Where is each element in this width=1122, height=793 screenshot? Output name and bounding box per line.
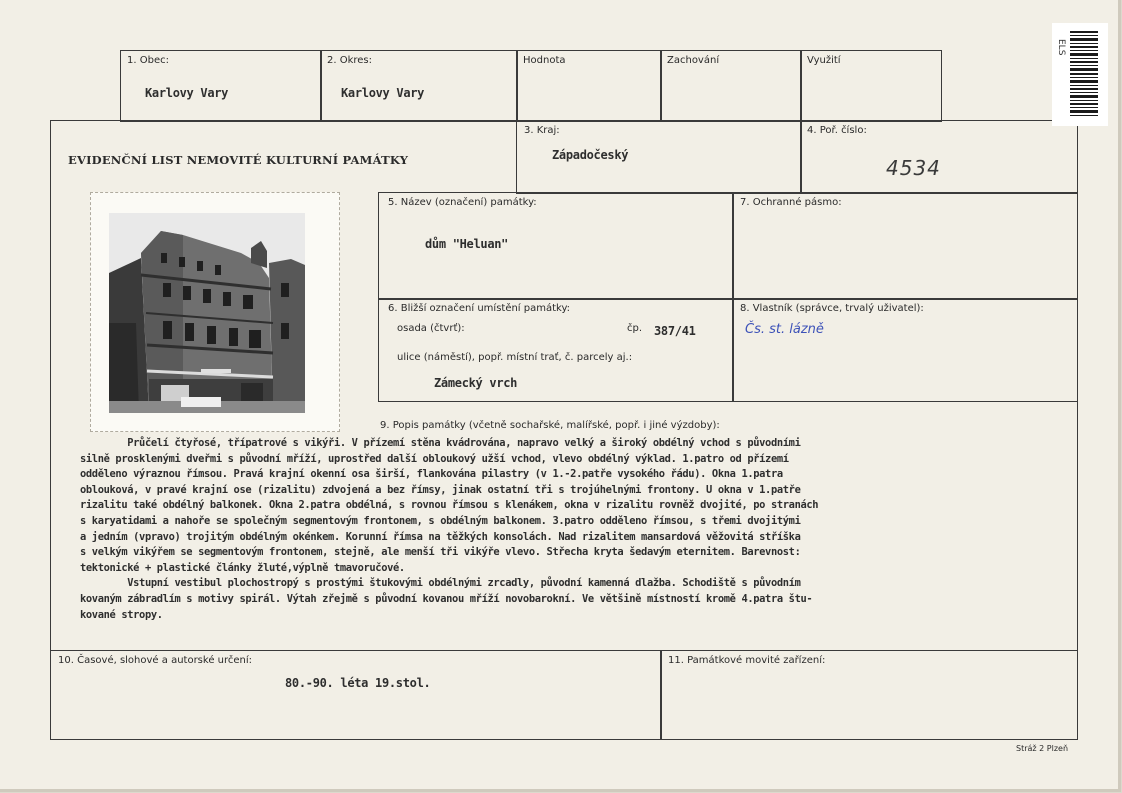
vyuziti-label: Využití <box>807 55 841 66</box>
kraj-value: Západočeský <box>552 148 629 162</box>
vlastnik-value: Čs. st. lázně <box>745 322 824 337</box>
popis-line: silně prosklenými dveřmi s původní mříží, uprostřed další obloukový užší vchod, vlevo obdélný výklad. 1.patro od přízemí <box>80 452 789 465</box>
vlastnik-label: 8. Vlastník (správce, trvalý uživatel): <box>740 303 924 314</box>
nazev-value: dům "Heluan" <box>425 237 509 251</box>
popis-line: kovaným zábradlím s motivy spirál. Výtah zřejmě s původní kovanou mříží novobarokní. Ve většině místností kromě 4.patra štu- <box>80 592 813 605</box>
ochranne-pasmo-label: 7. Ochranné pásmo: <box>740 197 842 208</box>
por-cislo-label: 4. Poř. číslo: <box>807 125 867 136</box>
side-tag: ELS <box>1056 39 1066 56</box>
osada-label: osada (čtvrť): <box>397 323 465 334</box>
printer-note: Stráž 2 Plzeň <box>1016 744 1069 753</box>
popis-line: tektonické + plastické články žluté,výplně tmavoručové. <box>80 561 405 574</box>
umisteni-label: 6. Bližší označení umístění památky: <box>388 303 571 314</box>
popis-line: oblouková, v pravé krajní ose (rizalitu) zdvojená a bez římsy, jinak ostatní tři s trojúhelnými frontony. U okna v 1.patře <box>80 483 801 496</box>
popis-line: Průčelí čtyřosé, třípatrové s vikýři. V přízemí stěna kvádrována, napravo velký a široký obdélný vchod s původními <box>80 437 801 449</box>
popis-line: s velkým vikýřem se segmentovým frontonem, stejně, ale menší tři vikýře vlevo. Střecha kryta šedavým eternitem. Barevnost: <box>80 546 801 559</box>
popis-line: Vstupní vestibul plochostropý s prostými štukovými obdélnými zrcadly, původní kamenná dlažba. Schodiště s původním <box>80 577 801 590</box>
obec-label: 1. Obec: <box>127 55 169 66</box>
popis-text <box>80 436 1080 623</box>
popis-line: odděleno výraznou římsou. Pravá krajní okenní osa širší, flankována pilastry (v 1.-2.patře vysokého řádu). Okna 1.patra <box>80 468 783 481</box>
movite-label: 11. Památkové movité zařízení: <box>668 655 826 666</box>
cp-value: 387/41 <box>654 324 696 338</box>
building-photo <box>91 193 339 431</box>
ochranne-pasmo-cell <box>732 192 1078 300</box>
popis-line: kované stropy. <box>80 608 163 621</box>
hodnota-label: Hodnota <box>523 55 566 66</box>
photo-frame <box>90 192 340 432</box>
ulice-value: Zámecký vrch <box>434 376 518 390</box>
ulice-label: ulice (náměstí), popř. místní trať, č. parcely aj.: <box>397 352 633 363</box>
barcode-icon <box>1052 23 1108 126</box>
popis-line: a jedním (vpravo) trojitým obdélným okénkem. Korunní římsa na těžkých konsolách. Nad rizalitem mansardová věžovitá stříška <box>80 530 801 543</box>
cp-label: čp. <box>627 323 643 334</box>
okres-label: 2. Okres: <box>327 55 373 66</box>
barcode-sticker <box>1052 23 1108 126</box>
zachovani-label: Zachování <box>667 55 720 66</box>
obec-value: Karlovy Vary <box>145 86 229 100</box>
popis-label: 9. Popis památky (včetně sochařské, malířské, popř. i jiné výzdoby): <box>380 420 720 431</box>
form-title: EVIDENČNÍ LIST NEMOVITÉ KULTURNÍ PAMÁTKY <box>68 153 409 167</box>
popis-line: rizalitu také obdélný balkonek. Okna 2.patra obdélná, s rovnou římsou s klenákem, okna v rizalitu rovněž dvojité, po stranách <box>80 499 819 512</box>
nazev-label: 5. Název (označení) památky: <box>388 197 537 208</box>
popis-line: s karyatidami a nahoře se společným segmentovým frontonem, s obdélným balkonem. 3.patro odděleno římsou, s třemi dvojitými <box>80 514 801 527</box>
casove-label: 10. Časové, slohové a autorské určení: <box>58 655 253 666</box>
okres-value: Karlovy Vary <box>341 86 425 100</box>
casove-value: 80.-90. léta 19.stol. <box>285 676 431 690</box>
kraj-label: 3. Kraj: <box>524 125 560 136</box>
por-cislo-value: 4534 <box>886 156 941 180</box>
